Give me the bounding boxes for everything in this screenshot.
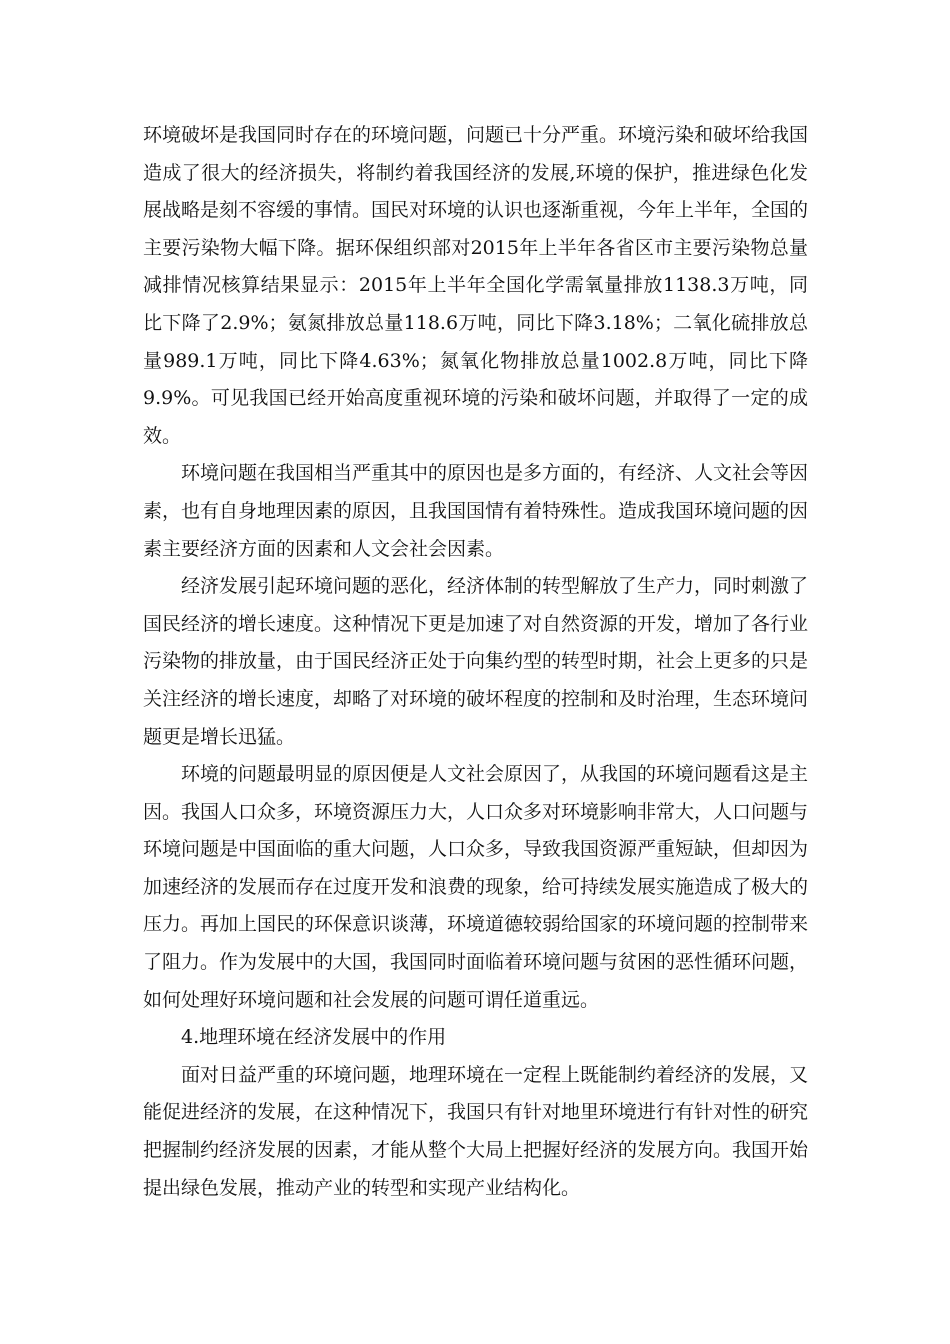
paragraph-social-causes: 环境的问题最明显的原因便是人文社会原因了，从我国的环境问题看这是主因。我国人口众多，环境资源压力大，人口众多对环境影响非常大，人口问题与环境问题是中国面临的重大问题，人口众多，导致我国资源严重短缺，但却因为加速经济的发展而存在过度开发和浪费的现象，给可持续发展实施造成了极大的压力。再加上国民的环保意识谈薄，环境道德较弱给国家的环境问题的控制带来了阻力。作为发展中的大国，我国同时面临着环境问题与贫困的恶性循环问题，如何处理好环境问题和社会发展的问题可谓任道重远。 (143, 763, 809, 1011)
section-heading: 4.地理环境在经济发展中的作用 (181, 1026, 447, 1049)
paragraph-causes-overview: 环境问题在我国相当严重其中的原因也是多方面的，有经济、人文社会等因素，也有自身地理因素的原因，且我国国情有着特殊性。造成我国环境问题的因素主要经济方面的因素和人文会社会因素。 (143, 462, 809, 560)
document-page (143, 117, 808, 1207)
paragraph-pollution-data: 环境破坏是我国同时存在的环境问题，问题已十分严重。环境污染和破坏给我国造成了很大的经济损失，将制约着我国经济的发展,环境的保护，推进绿色化发展战略是刻不容缓的事情。国民对环境的认识也逐渐重视，今年上半年，全国的主要污染物大幅下降。据环保组织部对2015年上半年各省区市主要污染物总量减排情况核算结果显示：2015年上半年全国化学需氧量排放1138.3万吨，同比下降了2.9%；氨氮排放总量118.6万吨，同比下降3.18%；二氧化硫排放总量989.1万吨，同比下降4.63%；氮氧化物排放总量1002.8万吨，同比下降9.9%。可见我国已经开始高度重视环境的污染和破坏问题，并取得了一定的成效。 (143, 124, 809, 447)
paragraph-economic-causes: 经济发展引起环境问题的恶化，经济体制的转型解放了生产力，同时刺激了国民经济的增长速度。这种情况下更是加速了对自然资源的开发，增加了各行业污染物的排放量，由于国民经济正处于向集约型的转型时期，社会上更多的只是关注经济的增长速度，却略了对环境的破坏程度的控制和及时治理，生态环境问题更是增长迅猛。 (143, 575, 809, 748)
paragraph-geography-role: 面对日益严重的环境问题，地理环境在一定程上既能制约着经济的发展，又能促进经济的发展，在这种情况下，我国只有针对地里环境进行有针对性的研究把握制约经济发展的因素，才能从整个大局上把握好经济的发展方向。我国开始提出绿色发展，推动产业的转型和实现产业结构化。 (143, 1063, 809, 1199)
